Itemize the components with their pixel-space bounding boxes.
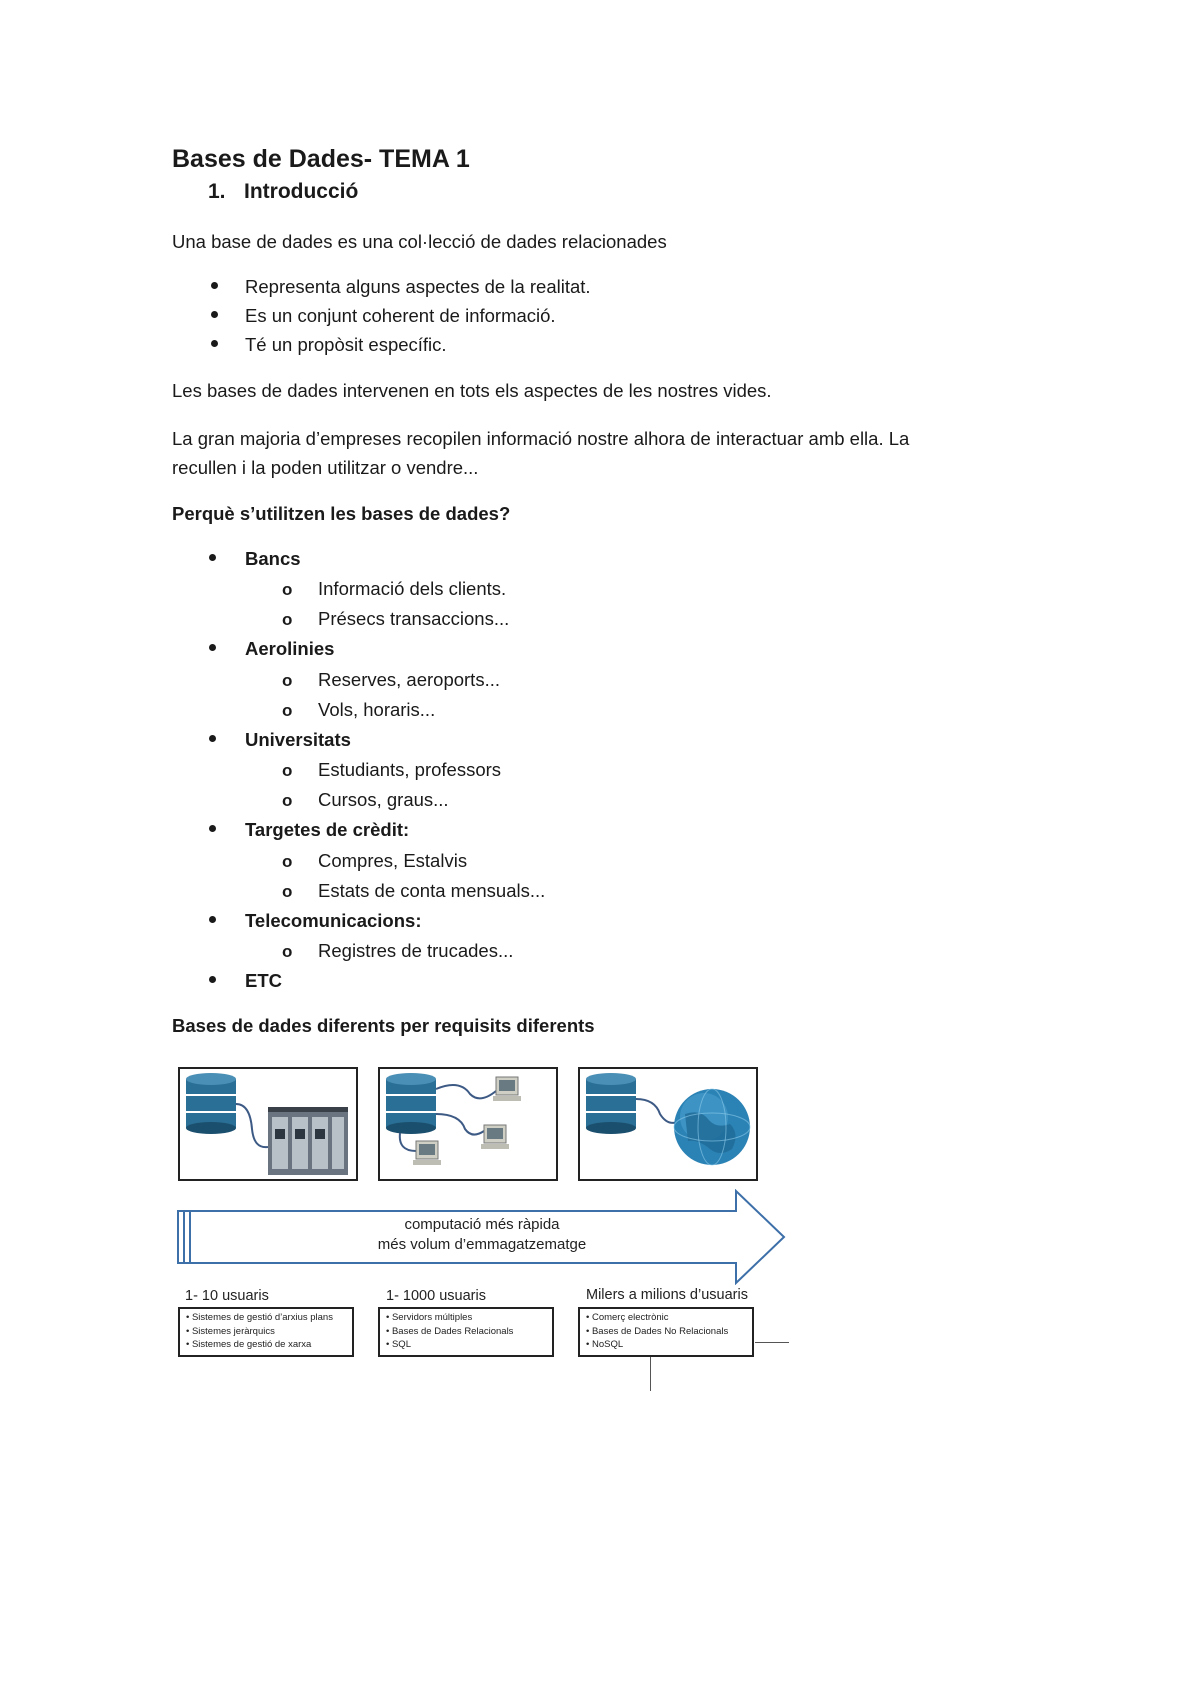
use-item: Registres de trucades... xyxy=(318,940,514,961)
tier-item: • Sistemes de gestió de xarxa xyxy=(186,1338,346,1352)
database-icon xyxy=(386,1073,436,1134)
tier-item: • Bases de Dades Relacionals xyxy=(386,1325,546,1339)
bullet-icon xyxy=(209,916,216,923)
mainframe-figure xyxy=(178,1067,358,1181)
sub-bullet-marker: o xyxy=(282,610,293,629)
sub-bullet-marker: o xyxy=(282,701,293,720)
sub-bullet-marker: o xyxy=(282,852,293,871)
use-item: Informació dels clients. xyxy=(318,578,507,599)
computer-icon xyxy=(493,1077,521,1101)
sub-bullet-marker: o xyxy=(282,671,293,690)
use-category: Telecomunicacions: xyxy=(245,910,422,931)
sub-bullet-marker: o xyxy=(282,942,293,961)
use-category: Targetes de crèdit: xyxy=(245,819,410,840)
tier-title: 1- 1000 usuaris xyxy=(386,1288,486,1304)
tier-box xyxy=(578,1307,754,1357)
mainframe-icon xyxy=(268,1107,348,1175)
use-item: Cursos, graus... xyxy=(318,789,449,810)
why-heading: Perquè s’utilitzen les bases de dades? xyxy=(172,503,511,524)
sub-bullet-marker: o xyxy=(282,580,293,599)
section-heading xyxy=(208,180,358,204)
bullet-icon xyxy=(209,554,216,561)
connector-line xyxy=(650,1357,651,1391)
tier-item: • Bases de Dades No Relacionals xyxy=(586,1325,746,1339)
bullet-icon xyxy=(209,976,216,983)
database-tiers-diagram xyxy=(176,1063,788,1393)
use-category: Bancs xyxy=(245,548,301,569)
use-item: Estudiants, professors xyxy=(318,759,502,780)
internet-figure xyxy=(578,1067,758,1181)
section-label: Introducció xyxy=(244,180,359,203)
bullet-icon xyxy=(211,340,218,347)
intro-bullet: Té un propòsit específic. xyxy=(245,334,447,355)
tier-item: • SQL xyxy=(386,1338,546,1352)
use-item: Reserves, aeroports... xyxy=(318,669,500,690)
bullet-icon xyxy=(209,825,216,832)
section-number: 1. xyxy=(208,180,226,203)
bullet-icon xyxy=(209,644,216,651)
tier-box xyxy=(378,1307,554,1357)
paragraph-line: recullen i la poden utilitzar o vendre... xyxy=(172,457,479,478)
intro-paragraph: Una base de dades es una col·lecció de dades relacionades xyxy=(172,231,667,252)
sub-bullet-marker: o xyxy=(282,882,293,901)
sub-bullet-marker: o xyxy=(282,761,293,780)
use-category: Aerolinies xyxy=(245,638,335,659)
computer-icon xyxy=(481,1125,509,1149)
bullet-icon xyxy=(209,735,216,742)
database-icon xyxy=(186,1073,236,1134)
page-title: Bases de Dades- TEMA 1 xyxy=(172,145,470,173)
tier-box xyxy=(178,1307,354,1357)
database-icon xyxy=(586,1073,636,1134)
bullet-icon xyxy=(211,311,218,318)
computer-icon xyxy=(413,1141,441,1165)
tier-title: Milers a milions d’usuaris xyxy=(586,1287,748,1303)
arrow-label xyxy=(332,1215,632,1255)
intro-bullet: Es un conjunt coherent de informació. xyxy=(245,305,556,326)
use-item: Compres, Estalvis xyxy=(318,850,468,871)
tier-item: • NoSQL xyxy=(586,1338,746,1352)
tier-item: • Comerç electrònic xyxy=(586,1311,746,1325)
client-server-figure xyxy=(378,1067,558,1181)
use-category: ETC xyxy=(245,970,282,991)
use-item: Vols, horaris... xyxy=(318,699,436,720)
connector-line xyxy=(755,1342,789,1343)
use-category: Universitats xyxy=(245,729,351,750)
globe-icon xyxy=(674,1089,750,1165)
paragraph: Les bases de dades intervenen en tots els aspectes de les nostres vides. xyxy=(172,380,772,401)
tier-item: • Servidors múltiples xyxy=(386,1311,546,1325)
use-item: Présecs transaccions... xyxy=(318,608,510,629)
tier-item: • Sistemes de gestió d’arxius plans xyxy=(186,1311,346,1325)
intro-bullet: Representa alguns aspectes de la realitat. xyxy=(245,276,591,297)
bullet-icon xyxy=(211,282,218,289)
tier-item: • Sistemes jeràrquics xyxy=(186,1325,346,1339)
arrow-label-line: computació més ràpida xyxy=(404,1216,560,1233)
sub-bullet-marker: o xyxy=(282,791,293,810)
arrow-label-line: més volum d’emmagatzematge xyxy=(377,1236,587,1253)
use-item: Estats de conta mensuals... xyxy=(318,880,546,901)
paragraph-line: La gran majoria d’empreses recopilen informació nostre alhora de interactuar amb ella. La xyxy=(172,428,910,449)
diagram-heading: Bases de dades diferents per requisits diferents xyxy=(172,1015,595,1036)
tier-title: 1- 10 usuaris xyxy=(185,1288,269,1304)
